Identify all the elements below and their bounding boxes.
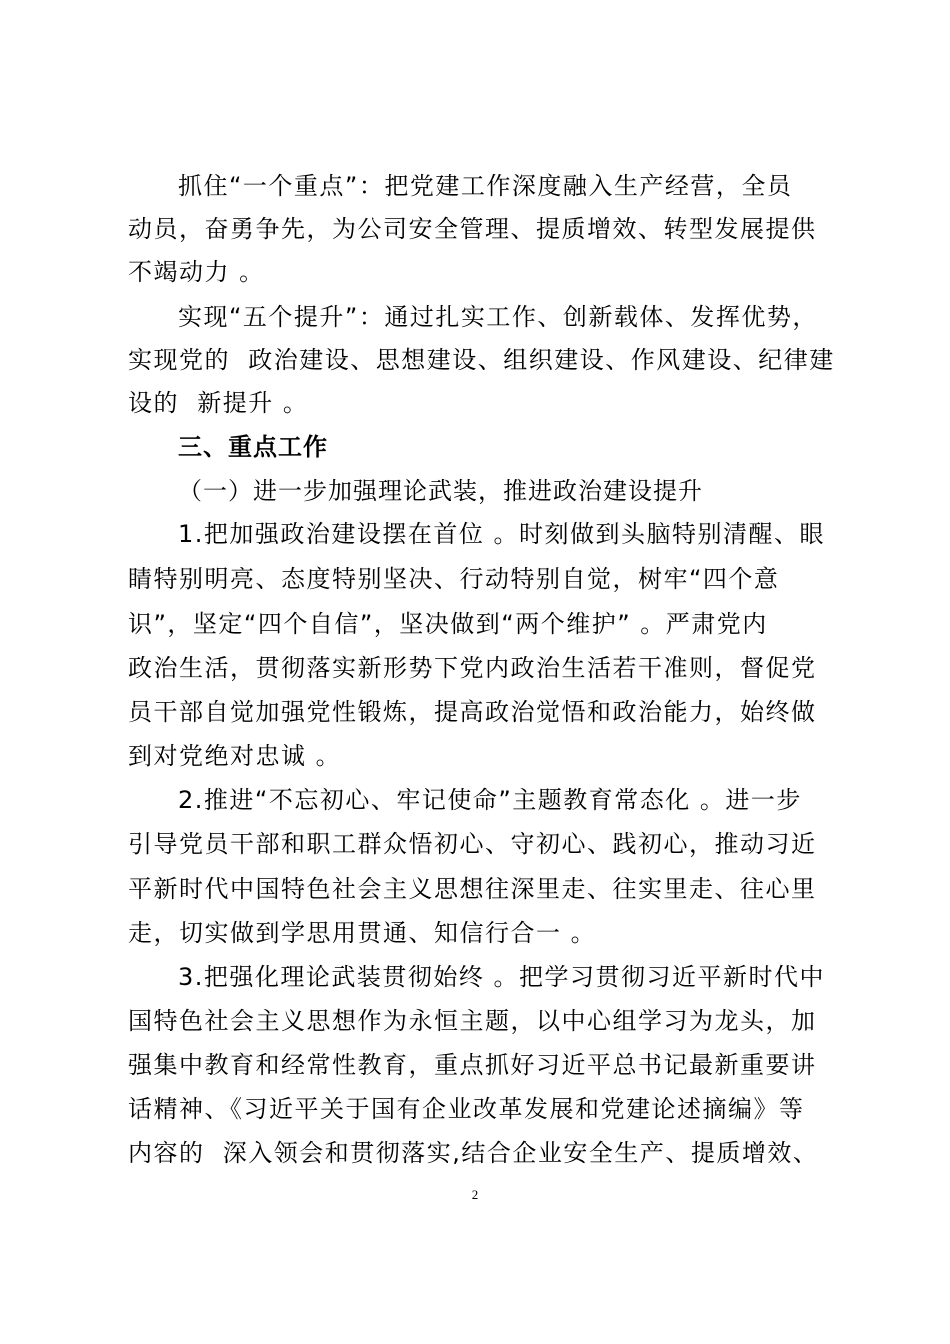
paragraph-item-1-line: 政治生活，贯彻落实新形势下党内政治生活若干准则，督促党 (128, 654, 817, 682)
paragraph-five-improvements-line: 实现党的 政治建设、思想建设、组织建设、作风建设、纪律建 (128, 346, 835, 374)
page-number: 2 (471, 1187, 479, 1202)
paragraph-five-improvements-line: 实现“五个提升”：通过扎实工作、创新载体、发挥优势， (178, 303, 818, 331)
paragraph-five-improvements-line: 设的 新提升 。 (128, 389, 309, 417)
paragraph-key-focus-line: 不竭动力 。 (128, 258, 265, 286)
paragraph-item-2-line: 2.推进“不忘初心、牢记使命”主题教育常态化 。进一步 (178, 786, 802, 814)
paragraph-item-3-line: 内容的 深入领会和贯彻落实,结合企业安全生产、提质增效、 (128, 1139, 819, 1167)
paragraph-item-2-line: 平新时代中国特色社会主义思想往深里走、往实里走、往心里 (128, 875, 817, 903)
paragraph-item-1-line: 1.把加强政治建设摆在首位 。时刻做到头脑特别清醒、眼 (178, 520, 826, 548)
paragraph-key-focus-line: 动员，奋勇争先，为公司安全管理、提质增效、转型发展提供 (128, 215, 817, 243)
subsection-heading: （一）进一步加强理论武装，推进政治建设提升 (178, 477, 703, 505)
section-heading: 三、重点工作 (178, 433, 328, 461)
paragraph-item-2-line: 引导党员干部和职工群众悟初心、守初心、践初心，推动习近 (128, 830, 817, 858)
paragraph-item-1-line: 员干部自觉加强党性锻炼，提高政治觉悟和政治能力，始终做 (128, 698, 817, 726)
paragraph-item-3-line: 强集中教育和经常性教育，重点抓好习近平总书记最新重要讲 (128, 1051, 817, 1079)
paragraph-key-focus-line: 抓住“一个重点”：把党建工作深度融入生产经营，全员 (178, 172, 793, 200)
paragraph-item-3-line: 3.把强化理论武装贯彻始终 。把学习贯彻习近平新时代中 (178, 963, 826, 991)
paragraph-item-3-line: 话精神、《习近平关于国有企业改革发展和党建论述摘编》等 (128, 1095, 805, 1123)
paragraph-item-1-line: 识”，坚定“四个自信”，坚决做到“两个维护” 。严肃党内 (128, 610, 768, 638)
paragraph-item-1-line: 睛特别明亮、态度特别坚决、行动特别自觉，树牢“四个意 (128, 565, 780, 593)
paragraph-item-3-line: 国特色社会主义思想作为永恒主题，以中心组学习为龙头，加 (128, 1007, 817, 1035)
paragraph-item-1-line: 到对党绝对忠诚 。 (128, 742, 342, 770)
paragraph-item-2-line: 走，切实做到学思用贯通、知信行合一 。 (128, 919, 597, 947)
